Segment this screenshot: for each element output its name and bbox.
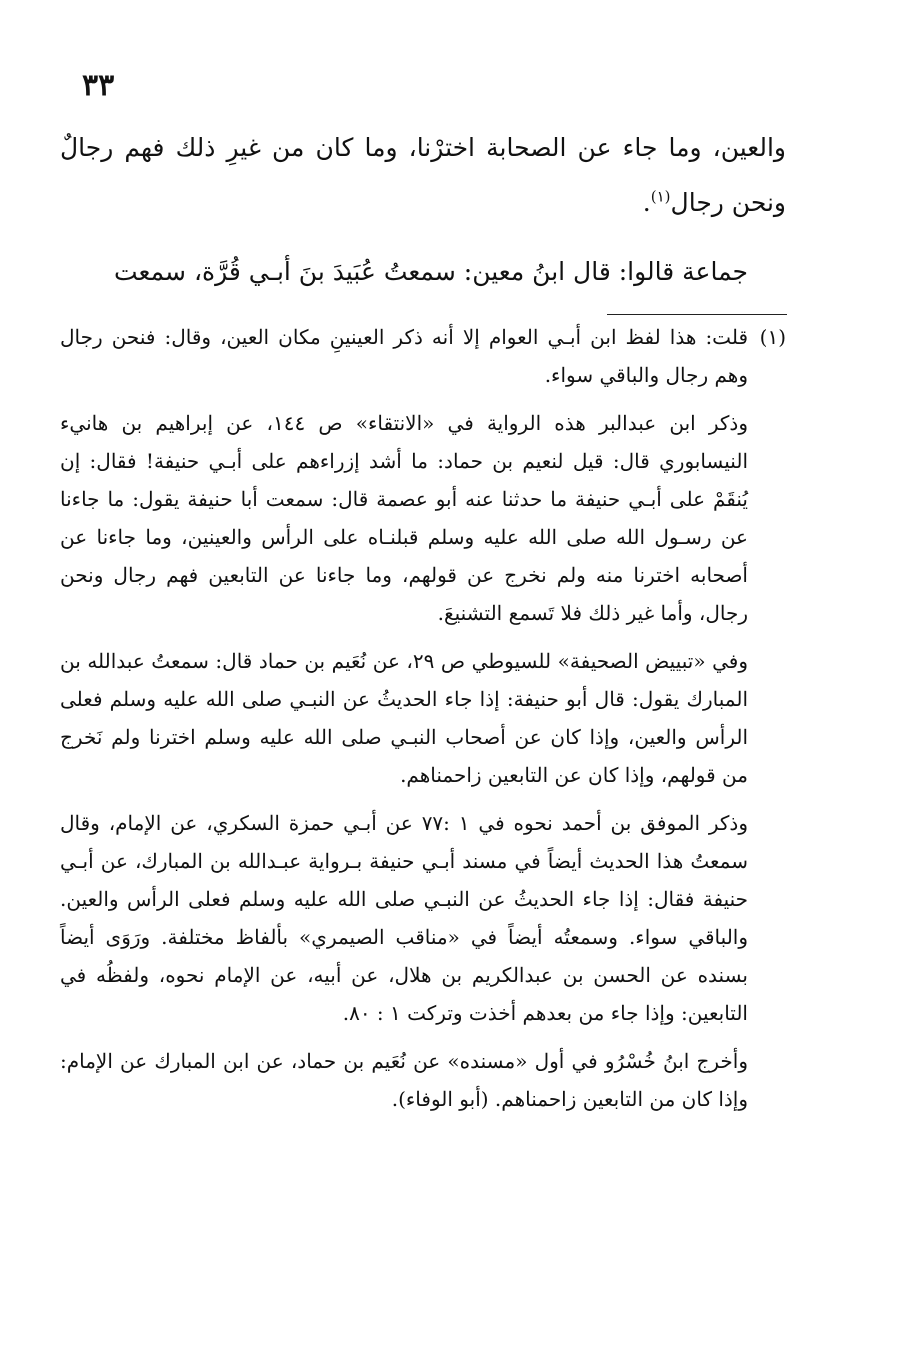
footnote-separator	[607, 314, 787, 315]
main-paragraph-1	[60, 120, 786, 230]
footnote-paragraph: وذكر ابن عبدالبر هذه الرواية في «الانتقاء» ص ١٤٤، عن إبراهيم بن هانيء النيسابوري قال: قيل لنعيم بن حماد: ما أشد إزراءهم على أبـي حنيفة! فقال: إن يُنقَمْ على أبـي حنيفة ما حدثنا عنه أبو عصمة قال: سمعت أبا حنيفة يقول: ما جاءنا عن رسـول الله صلى الله عليه وسلم قبلنـاه على الرأس والعينين، وما جاءنا عن أصحابه اخترنا منه ولم نخرج عن قولهم، وما جاءنا عن التابعين فهم رجال ونحن رجال، وأما غير ذلك فلا تَسمع التشنيعَ.	[60, 411, 748, 625]
footnote-reference: (١)	[650, 187, 671, 206]
footnote-marker: (١)	[759, 325, 786, 349]
footnote-paragraph: وفي «تبييض الصحيفة» للسيوطي ص ٢٩، عن نُعَيم بن حماد قال: سمعتُ عبدالله بن المبارك يقول: قال أبو حنيفة: إذا جاء الحديثُ عن النبـي صلى الله عليه وسلم فعلى الرأس والعين، وإذا كان عن أصحاب النبـي صلى الله عليه وسلم اخترنا ولم نَخرج من قولهم، وإذا كان عن التابعين زاحمناهم.	[60, 649, 748, 787]
page-number: ٣٣	[82, 68, 115, 103]
footnote-1	[60, 318, 786, 394]
footnote-paragraph: وأخرج ابنُ خُسْرُو في أول «مسنده» عن نُعَيم بن حماد، عن ابن المبارك عن الإمام: وإذا كان من التابعين زاحمناهم. (أبو الوفاء).	[60, 1049, 748, 1111]
footnotes	[60, 318, 786, 1118]
main-paragraph-1-end: .	[642, 188, 651, 217]
main-paragraph-1-text: والعين، وما جاء عن الصحابة اخترْنا، وما كان من غيرِ ذلك فهم رجالٌ ونحن رجال	[60, 133, 786, 217]
footnote-paragraph: وذكر الموفق بن أحمد نحوه في ١ :٧٧ عن أبـي حمزة السكري، عن الإمام، وقال سمعتُ هذا الحديث أيضاً في مسند أبـي حنيفة بـرواية عبـدالله بن المبارك، عن أبـي حنيفة فقال: إذا جاء الحديثُ عن النبـي صلى الله عليه وسلم فعلى الرأس والعين. والباقي سواء. وسمعتُه أيضاً في «مناقب الصيمري» بألفاظ مختلفة. ورَوَى أيضاً بسنده عن الحسن بن عبدالكريم بن هلال، عن أبيه، عن الإمام نحوه، ولفظُه في التابعين: وإذا جاء من بعدهم أخذت وتركت ١ : ٨٠.	[60, 811, 749, 1025]
main-paragraph-2: جماعة قالوا: قال ابنُ معين: سمعتُ عُبَيدَ بنَ أبـي قُرَّة، سمعت	[113, 257, 748, 286]
main-text	[60, 120, 786, 299]
footnote-1-text: قلت: هذا لفظ ابن أبـي العوام إلا أنه ذكر العينينِ مكان العين، وقال: فنحن رجال وهم رجال والباقي سواء.	[60, 325, 748, 387]
